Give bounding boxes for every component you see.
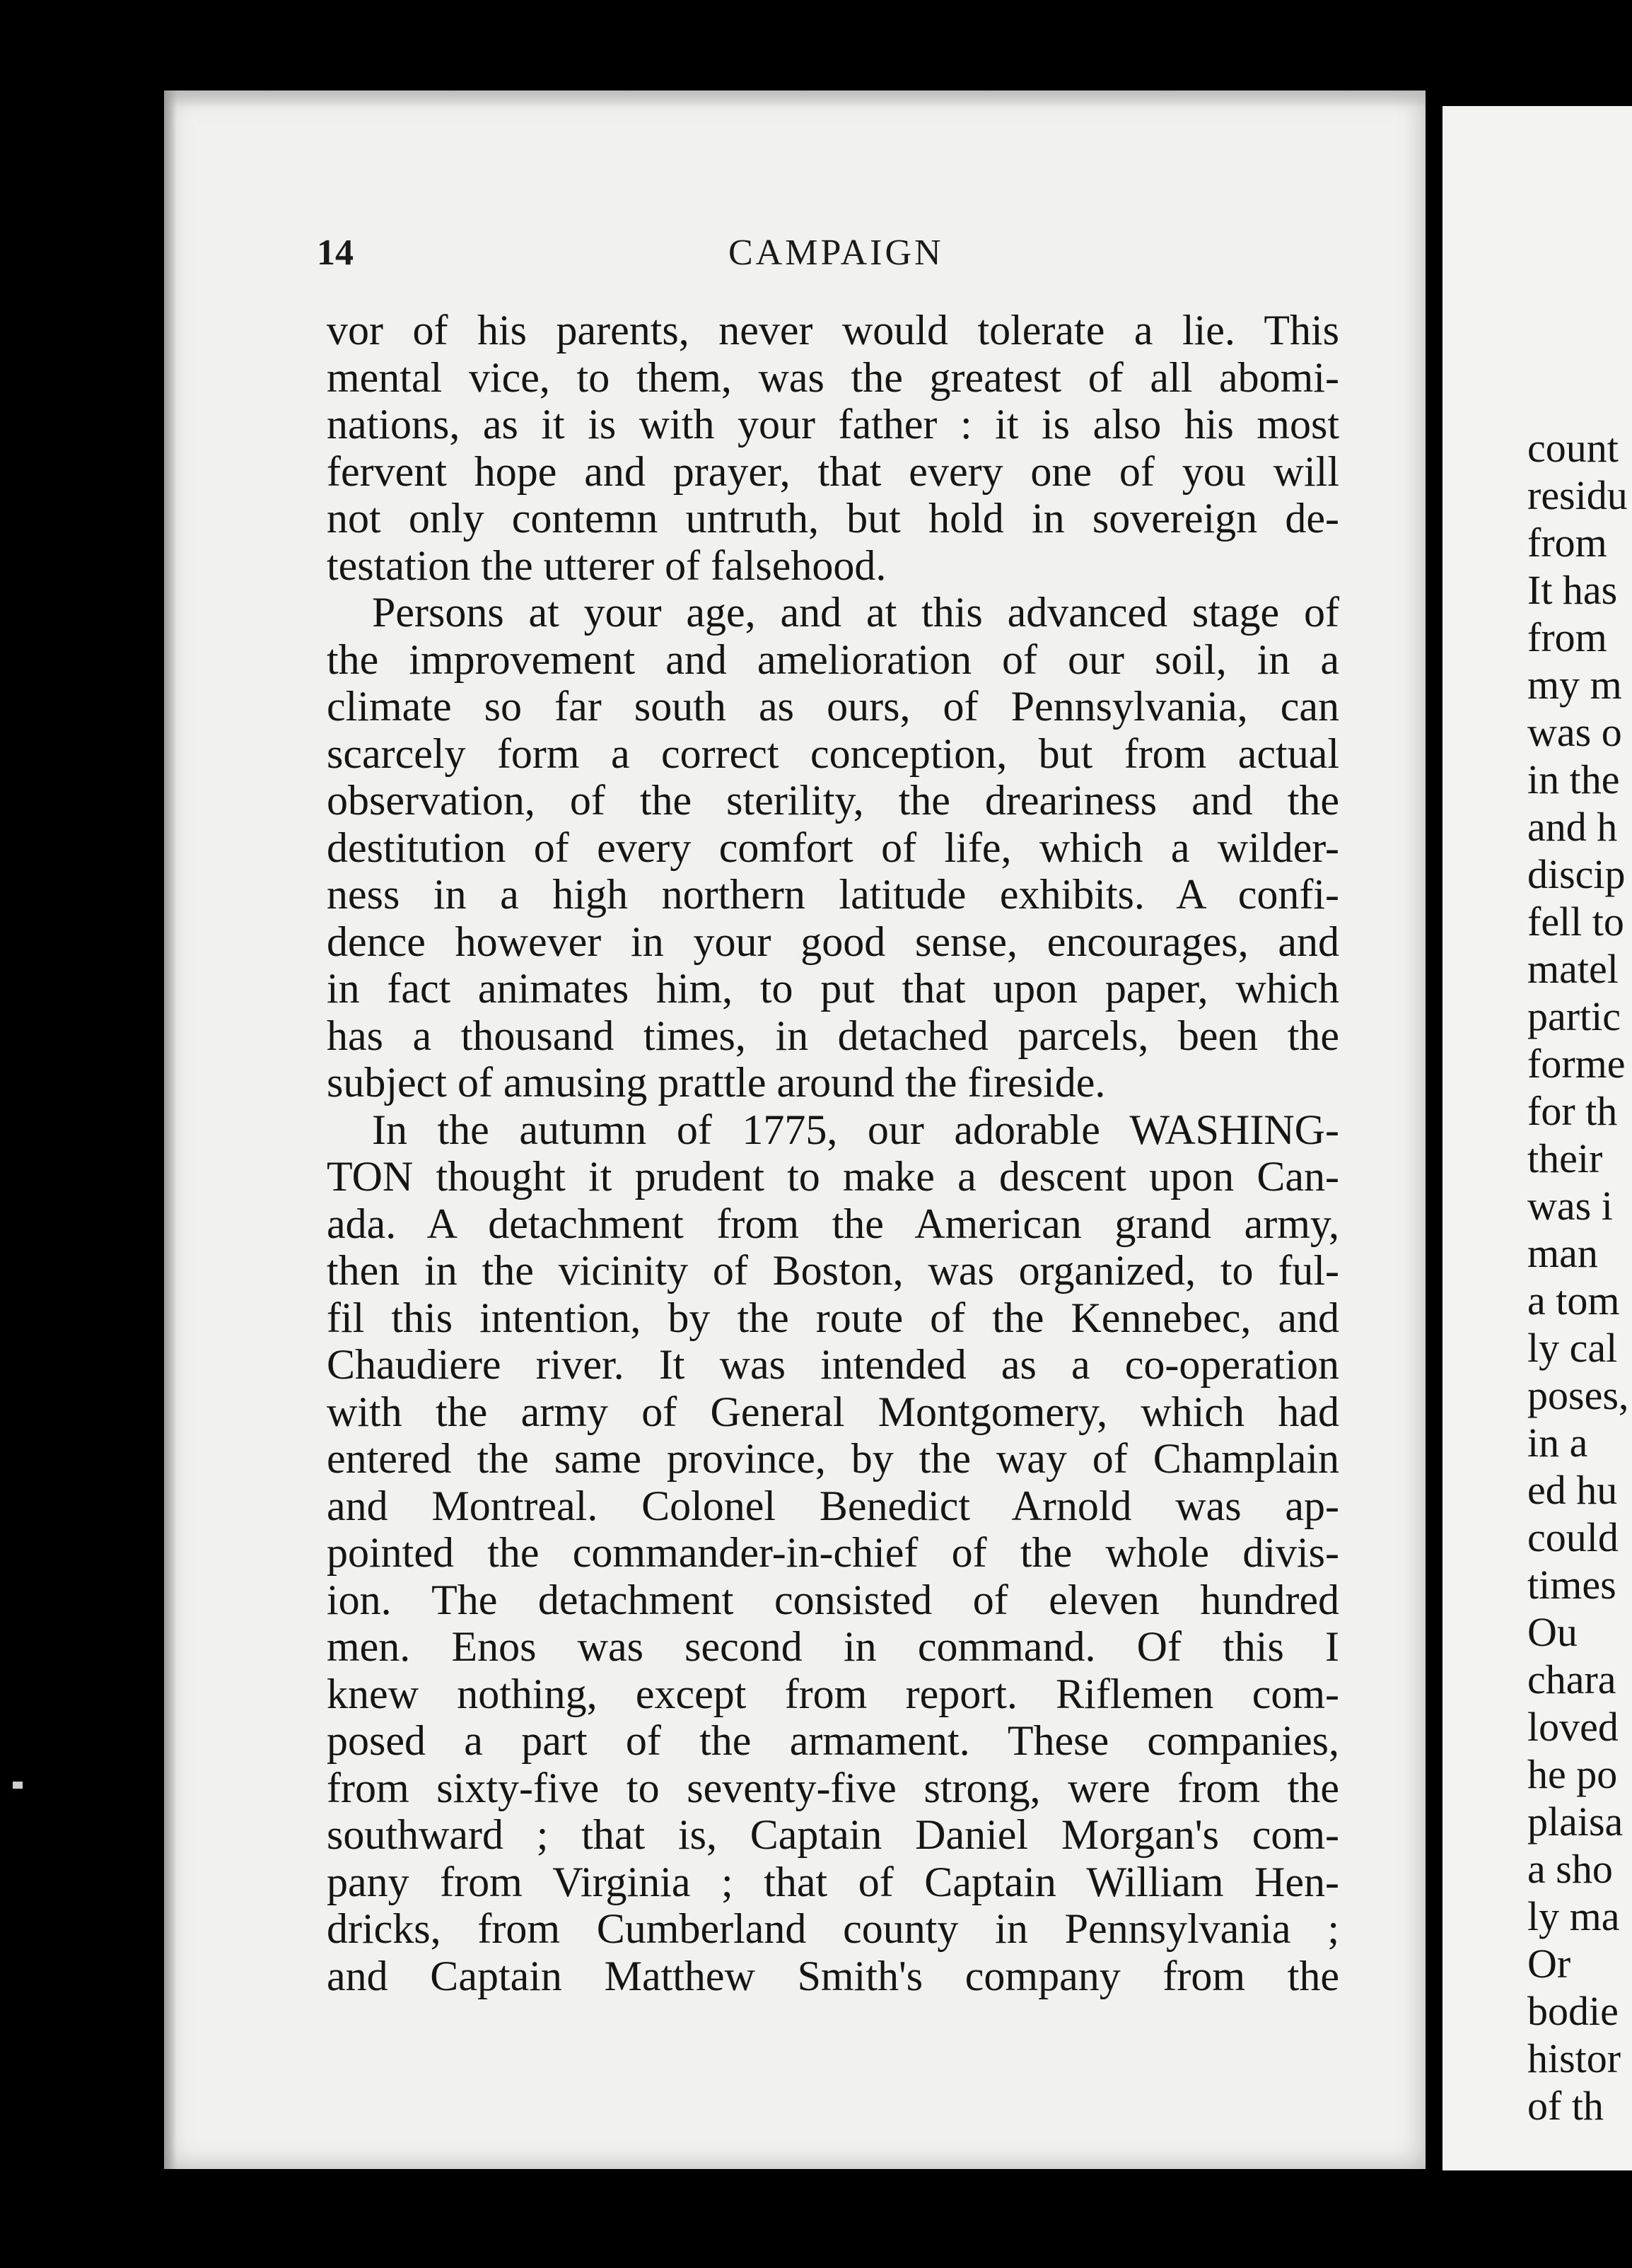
facing-page-line: for th — [1527, 1088, 1618, 1134]
facing-page-line: residu — [1527, 472, 1628, 518]
text-line: not only contemn untruth, but hold in sovereign de- — [327, 495, 1339, 542]
scan-artifact — [13, 1782, 23, 1789]
facing-page-line: discip — [1527, 851, 1626, 897]
facing-page-line: chara — [1527, 1656, 1616, 1702]
facing-page — [1442, 106, 1632, 2170]
facing-page-line: partic — [1527, 993, 1621, 1039]
facing-page-line: from — [1527, 520, 1607, 566]
facing-page-line: loved — [1527, 1704, 1619, 1750]
text-line: in fact animates him, to put that upon paper, which — [327, 965, 1339, 1012]
text-line: fervent hope and prayer, that every one of you will — [327, 448, 1339, 495]
text-line: testation the utterer of falsehood. — [327, 542, 887, 589]
page-number: 14 — [317, 233, 354, 273]
facing-page-line: Ou — [1527, 1609, 1578, 1655]
text-line: entered the same province, by the way of Champlain — [327, 1435, 1339, 1482]
text-line: vor of his parents, never would tolerate a lie. This — [327, 307, 1339, 353]
text-line: TON thought it prudent to make a descent upon Can- — [327, 1153, 1339, 1200]
text-line: the improvement and amelioration of our soil, in a — [327, 636, 1339, 683]
text-line: Chaudiere river. It was intended as a co-operation — [327, 1341, 1339, 1388]
facing-page-line: their — [1527, 1135, 1603, 1181]
facing-page-line: ly ma — [1527, 1893, 1620, 1939]
facing-page-line: a sho — [1527, 1846, 1613, 1892]
text-line: ada. A detachment from the American grand army, — [327, 1200, 1339, 1247]
text-line: destitution of every comfort of life, which a wilder- — [327, 824, 1339, 871]
text-line: dence however in your good sense, encourages, and — [327, 918, 1339, 965]
text-line: subject of amusing prattle around the fireside. — [327, 1059, 1106, 1106]
facing-page-line: my m — [1527, 662, 1622, 708]
facing-page-line: histor — [1527, 2035, 1621, 2081]
facing-page-line: and h — [1527, 804, 1618, 850]
text-line: men. Enos was second in command. Of this I — [327, 1623, 1339, 1670]
text-line: ness in a high northern latitude exhibits. A confi- — [327, 871, 1339, 918]
text-line: fil this intention, by the route of the Kennebec, and — [327, 1294, 1339, 1341]
text-line: and Captain Matthew Smith's company from the — [327, 1952, 1339, 1999]
text-line: mental vice, to them, was the greatest of all abomi- — [327, 353, 1339, 401]
text-line: with the army of General Montgomery, which had — [327, 1388, 1339, 1435]
facing-page-line: times — [1527, 1562, 1616, 1608]
text-line: and Montreal. Colonel Benedict Arnold was ap- — [327, 1482, 1339, 1529]
facing-page-line: poses, — [1527, 1372, 1629, 1418]
text-line: dricks, from Cumberland county in Pennsylvania ; — [327, 1905, 1339, 1952]
facing-page-line: could — [1527, 1514, 1619, 1560]
text-line: climate so far south as ours, of Pennsylvania, can — [327, 683, 1339, 730]
text-line: scarcely form a correct conception, but from actual — [327, 730, 1339, 777]
text-line: from sixty-five to seventy-five strong, were from the — [327, 1764, 1339, 1811]
text-line: southward ; that is, Captain Daniel Morgan's com- — [327, 1811, 1339, 1858]
facing-page-text — [1527, 424, 1628, 2129]
facing-page-line: from — [1527, 614, 1607, 660]
facing-page-line: of th — [1527, 2083, 1604, 2129]
text-line: pointed the commander-in-chief of the whole divis- — [327, 1529, 1339, 1576]
text-line: posed a part of the armament. These companies, — [327, 1717, 1339, 1764]
facing-page-line: fell to — [1527, 899, 1624, 945]
facing-page-line: was i — [1527, 1183, 1613, 1229]
facing-page-line: plaisa — [1527, 1799, 1624, 1845]
facing-page-line: he po — [1527, 1751, 1618, 1797]
running-head: CAMPAIGN — [728, 233, 944, 273]
text-line: observation, of the sterility, the dreariness and the — [327, 777, 1339, 824]
facing-page-line: Or — [1527, 1941, 1571, 1987]
text-line: has a thousand times, in detached parcels, been the — [327, 1012, 1339, 1059]
facing-page-line: a tom — [1527, 1278, 1620, 1323]
facing-page-line: in the — [1527, 756, 1620, 802]
text-line: Persons at your age, and at this advanced stage of — [372, 589, 1339, 636]
facing-page-line: forme — [1527, 1041, 1626, 1087]
facing-page-line: count — [1527, 425, 1619, 471]
facing-page-line: ed hu — [1527, 1467, 1618, 1513]
facing-page-line: bodie — [1527, 1988, 1619, 2034]
body-text — [327, 307, 1339, 1999]
text-line: knew nothing, except from report. Riflemen com- — [327, 1670, 1339, 1717]
text-line: ion. The detachment consisted of eleven hundred — [327, 1576, 1339, 1623]
facing-page-line: man — [1527, 1230, 1598, 1276]
text-line: nations, as it is with your father : it is also his most — [327, 401, 1339, 448]
facing-page-line: It has — [1527, 567, 1618, 613]
facing-page-line: was o — [1527, 709, 1622, 755]
facing-page-line: in a — [1527, 1420, 1588, 1466]
text-line: then in the vicinity of Boston, was organized, to ful- — [327, 1247, 1339, 1294]
facing-page-line: ly cal — [1527, 1325, 1618, 1371]
text-line: In the autumn of 1775, our adorable WASHING- — [372, 1106, 1339, 1153]
text-line: pany from Virginia ; that of Captain William Hen- — [327, 1858, 1339, 1905]
facing-page-line: matel — [1527, 946, 1619, 992]
